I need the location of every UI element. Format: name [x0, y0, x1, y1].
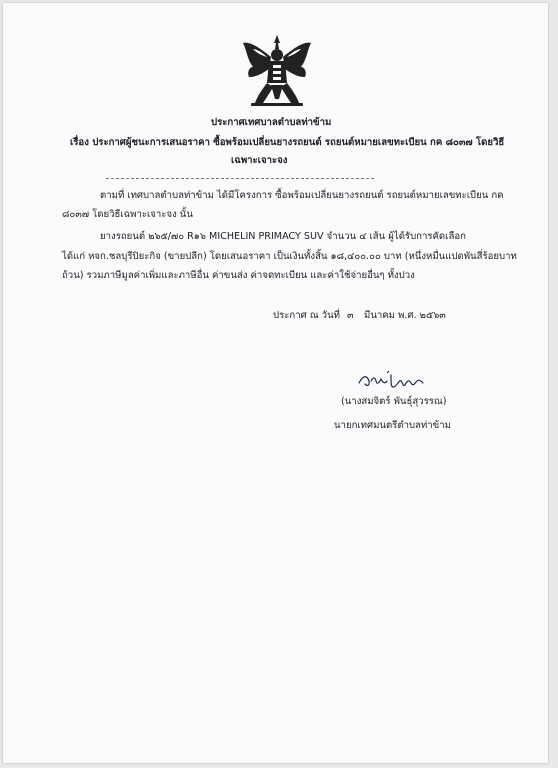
para2-line2: ได้แก่ หจก.ชลบุรีปิยะกิจ (ขายปลีก) โดยเสนอราคา เป็นเงินทั้งสิ้น ๑๘,๔๐๐.๐๐ บาท (หนึ่งหมื่นแปดพันสี่ร้อยบาท [62, 251, 517, 262]
subject-line-1: เรื่อง ประกาศผู้ชนะการเสนอราคา ซื้อพร้อมเปลี่ยนยางรถยนต์ รถยนต์หมายเลขทะเบียน กค ๘๐๓๗ โดยวิธี [70, 137, 505, 148]
signature-image [357, 369, 427, 393]
signatory-position: นายกเทศมนตรีตำบลท่าข้าม [334, 420, 451, 431]
garuda-emblem-icon [239, 33, 315, 113]
para2-line3: ถ้วน) รวมภาษีมูลค่าเพิ่มและภาษีอื่น ค่าขนส่ง ค่าจดทะเบียน และค่าใช้จ่ายอื่นๆ ทั้งปวง [62, 270, 415, 281]
para1-line2: ๘๐๓๗ โดยวิธีเฉพาะเจาะจง นั้น [62, 209, 193, 220]
date-label: ประกาศ ณ วันที่ [273, 310, 340, 321]
subject-line-2: เฉพาะเจาะจง [231, 155, 288, 166]
office-title: ประกาศเทศบาลตำบลท่าข้าม [211, 117, 332, 128]
date-day: ๓ [347, 310, 354, 321]
date-month-year: มีนาคม พ.ศ. ๒๕๖๓ [364, 310, 446, 321]
divider [106, 178, 374, 179]
signatory-name: (นางสมจิตร์ พันธุ์สุวรรณ) [341, 396, 447, 407]
para2-line1: ยางรถยนต์ ๒๖๕/๗๐ R๑๖ MICHELIN PRIMACY SUV จำนวน ๔ เส้น ผู้ได้รับการคัดเลือก [100, 231, 466, 242]
para1-line1: ตามที่ เทศบาลตำบลท่าข้าม ได้มีโครงการ ซื้อพร้อมเปลี่ยนยางรถยนต์ รถยนต์หมายเลขทะเบียน กค [100, 190, 504, 201]
document-page [3, 3, 548, 763]
